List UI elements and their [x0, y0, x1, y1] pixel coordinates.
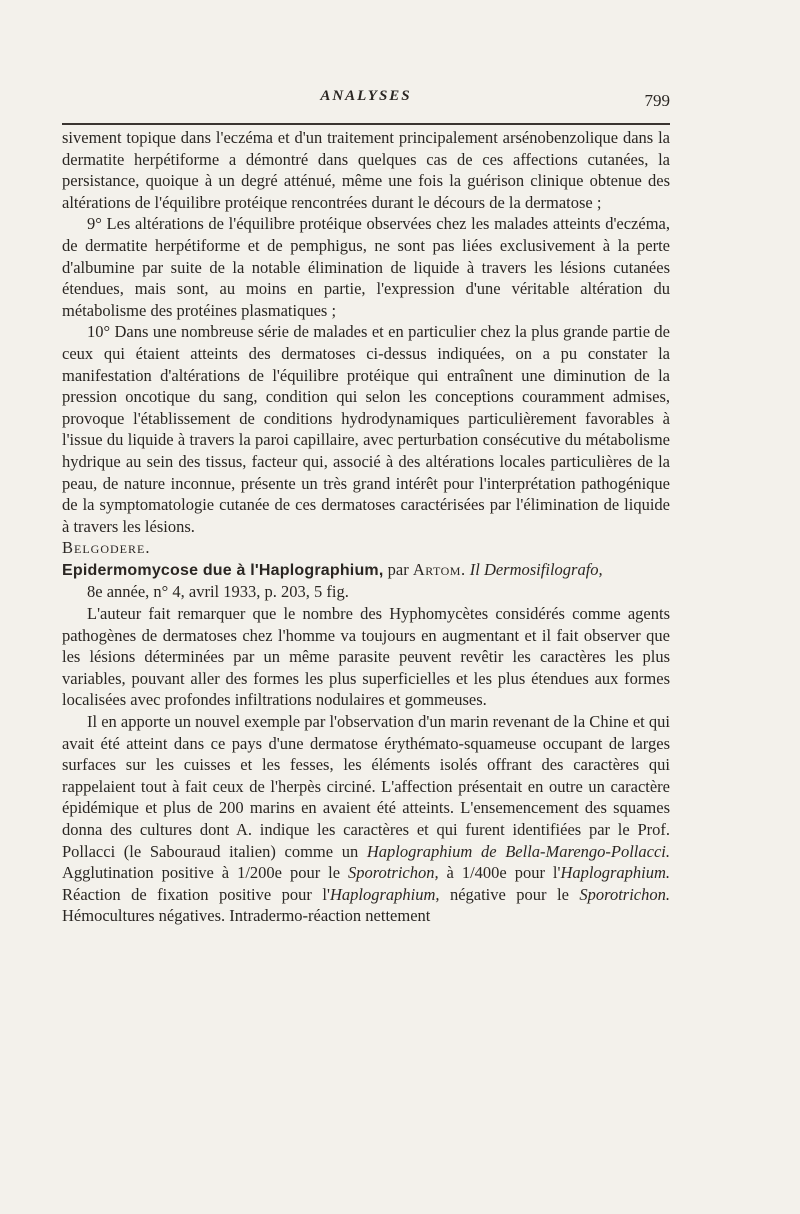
article-title: Epidermomycose due à l'Haplographium, [62, 561, 384, 579]
italic-run: Haplographium de Bella-Marengo-Pollacci. [366, 841, 670, 861]
article-heading [62, 559, 670, 603]
paragraph-continued: sivement topique dans l'eczéma et d'un traitement principalement arsénobenzolique dans la dermatite herpétiforme a démontré dans quelques cas de ces affections cutanées, la persistance, quoique à un degré atténué, même une fois la guérison clinique obtenue des altérations de l'équilibre protéique rencontrées durant le décours de la dermatose ; [62, 128, 670, 212]
text-run: Hémocultures négatives. Intradermo-réaction nettement [62, 906, 431, 926]
article-journal: Il Dermosifilografo, [469, 559, 603, 579]
running-header [62, 84, 670, 124]
article-meta: 8e année, n° 4, avril 1933, p. 203, 5 fig. [87, 582, 349, 602]
reviewer-signature: Belgodere. [62, 538, 151, 558]
header-rule [62, 123, 670, 125]
article-paragraph-1: L'auteur fait remarquer que le nombre des Hyphomycètes considérés comme agents pathogènes de dermatoses chez l'homme va toujours en augmentant et il fait observer que les lésions déterminées par un même parasite peuvent revêtir les caractères les plus variables, pouvant aller des formes les plus superficielles et les plus étendues aux formes localisées avec profondes infiltrations nodulaires et gommeuses. [62, 604, 670, 710]
article-author: Artom. [412, 559, 466, 579]
italic-run: Sporotrichon. [579, 884, 671, 904]
italic-run: Haplographium, [329, 884, 440, 904]
italic-run: Haplographium. [560, 863, 670, 883]
page-content [62, 127, 670, 927]
italic-run: Sporotrichon, [348, 863, 439, 883]
text-run: à 1/400e pour l' [438, 863, 561, 883]
text-run: Agglutination positive à 1/200e pour le [62, 863, 348, 883]
paragraph-point-10: 10° Dans une nombreuse série de malades et en particulier chez la plus grande partie de ceux qui étaient atteints des dermatoses ci-dessus indiquées, on a pu constater la manifestation d'altérations de l'équilibre protéique qui entraînent une diminution de la pression oncotique du sang, condition qui selon les conceptions couramment admises, provoque l'établissement de conditions hydrodynamiques particulièrement favorables à l'issue du liquide à travers la paroi capillaire, avec perturbation consécutive du métabolisme hydrique au sein des tissus, facteur qui, associé à des altérations locales particulières de la peau, de nature inconnue, présente un très grand intérêt pour l'interprétation pathogénique de la symptomatologie cutanée de ces dermatoses caractérisées par l'élimination de liquide à travers les lésions. [62, 322, 670, 536]
article-by: par [387, 559, 409, 579]
running-title: ANALYSES [320, 88, 412, 104]
article-paragraph-2 [62, 711, 670, 927]
text-run: Réaction de fixation positive pour l' [62, 884, 330, 904]
text-run: Il en apporte un nouvel exemple par l'observation d'un marin revenant de la Chine et qui avait été atteint dans ce pays d'une dermatose érythémato-squameuse occupant de larges surfaces sur les cuisses et les fesses, les éléments isolés offrant des caractères qui rappelaient tout à fait ceux de l'herpès circiné. L'affection présentait en outre un caractère épidémique et plus de 200 marins en avaient été atteints. L'ensemencement des squames donna des cultures dont A. indique les caractères et qui furent identifiées par le Prof. Pollacci (le Sabouraud italien) comme un [62, 712, 670, 861]
paragraph-point-9: 9° Les altérations de l'équilibre protéique observées chez les malades atteints d'eczéma, de dermatite herpétiforme et de pemphigus, ne sont pas liées exclusivement à la perte d'albumine par suite de la notable élimination de liquide à travers les lésions cutanées étendues, mais sont, au moins en partie, l'expression d'une véritable altération du métabolisme des protéines plasmatiques ; [62, 214, 670, 320]
text-run: négative pour le [439, 884, 580, 904]
page-number: 799 [644, 91, 670, 110]
